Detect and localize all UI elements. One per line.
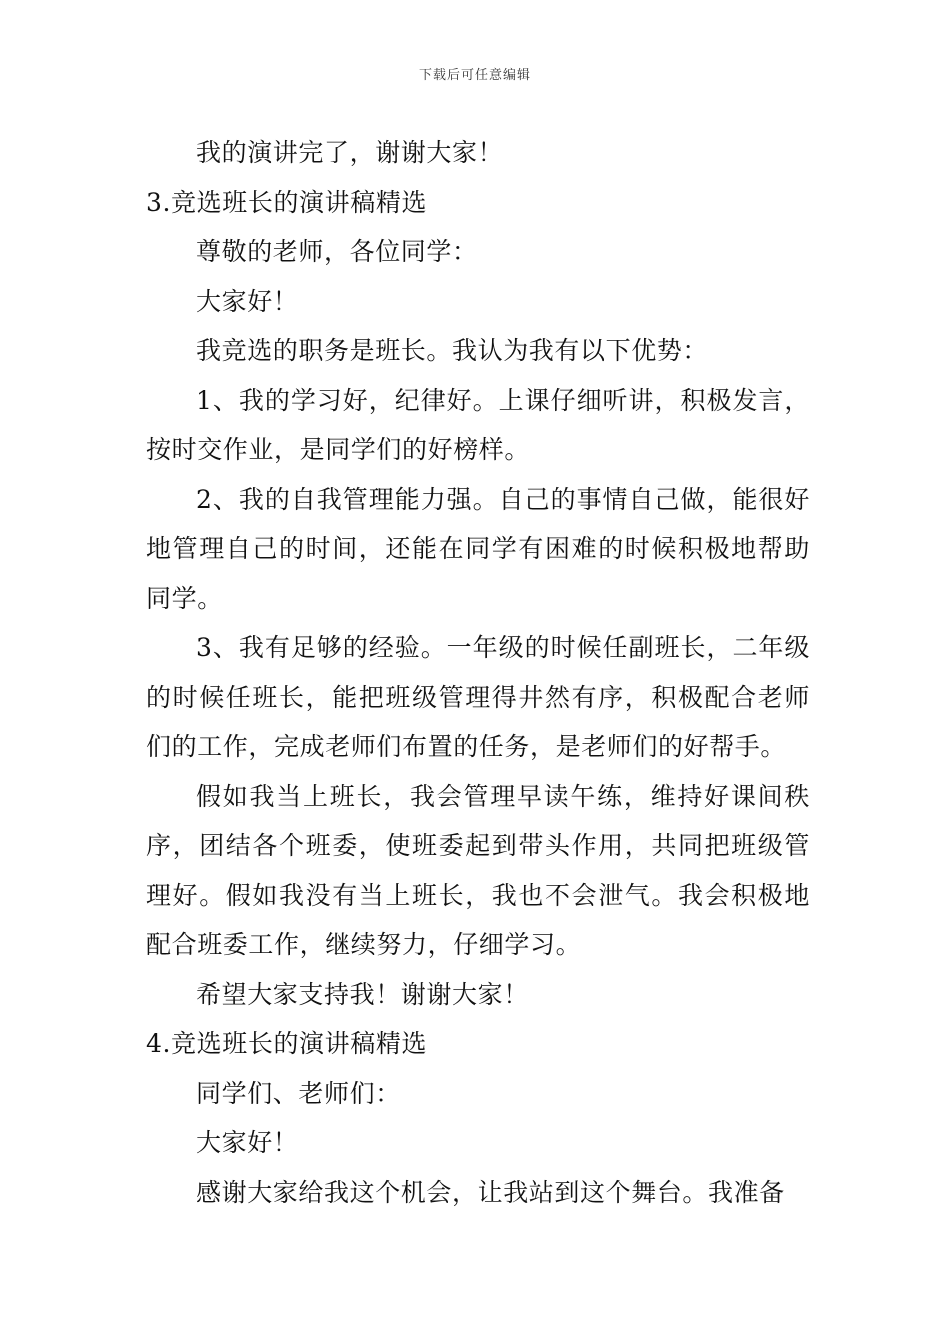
- paragraph: 同学们、老师们：: [196, 1078, 401, 1108]
- paragraph: 3、我有足够的经验。一年级的时候任副班长，二年级的时候任班长，能把班级管理得井然有序，积极配合老师们的工作，完成老师们布置的任务，是老师们的好帮手。: [146, 633, 810, 761]
- page-header-note: 下载后可任意编辑: [418, 68, 531, 83]
- section-heading: 4.竞选班长的演讲稿精选: [146, 1029, 428, 1058]
- paragraph: 1、我的学习好，纪律好。上课仔细听讲，积极发言，按时交作业，是同学们的好榜样。: [146, 385, 810, 464]
- paragraph: 尊敬的老师，各位同学：: [196, 237, 478, 266]
- paragraph: 大家好！: [196, 1128, 299, 1157]
- document-body: [146, 128, 810, 1217]
- paragraph: 希望大家支持我！谢谢大家！: [196, 979, 529, 1009]
- paragraph: 假如我当上班长，我会管理早读午练，维持好课间秩序，团结各个班委，使班委起到带头作用，共同把班级管理好。假如我没有当上班长，我也不会泄气。我会积极地配合班委工作，继续努力，仔细学习。: [146, 781, 810, 959]
- paragraph: 2、我的自我管理能力强。自己的事情自己做，能很好地管理自己的时间，还能在同学有困难的时候积极地帮助同学。: [146, 484, 810, 613]
- paragraph: 感谢大家给我这个机会，让我站到这个舞台。我准备: [196, 1177, 785, 1207]
- paragraph: 我竞选的职务是班长。我认为我有以下优势：: [196, 336, 709, 365]
- paragraph: 大家好！: [196, 286, 299, 316]
- paragraph: 我的演讲完了，谢谢大家！: [196, 138, 504, 167]
- section-heading: 3.竞选班长的演讲稿精选: [146, 187, 428, 217]
